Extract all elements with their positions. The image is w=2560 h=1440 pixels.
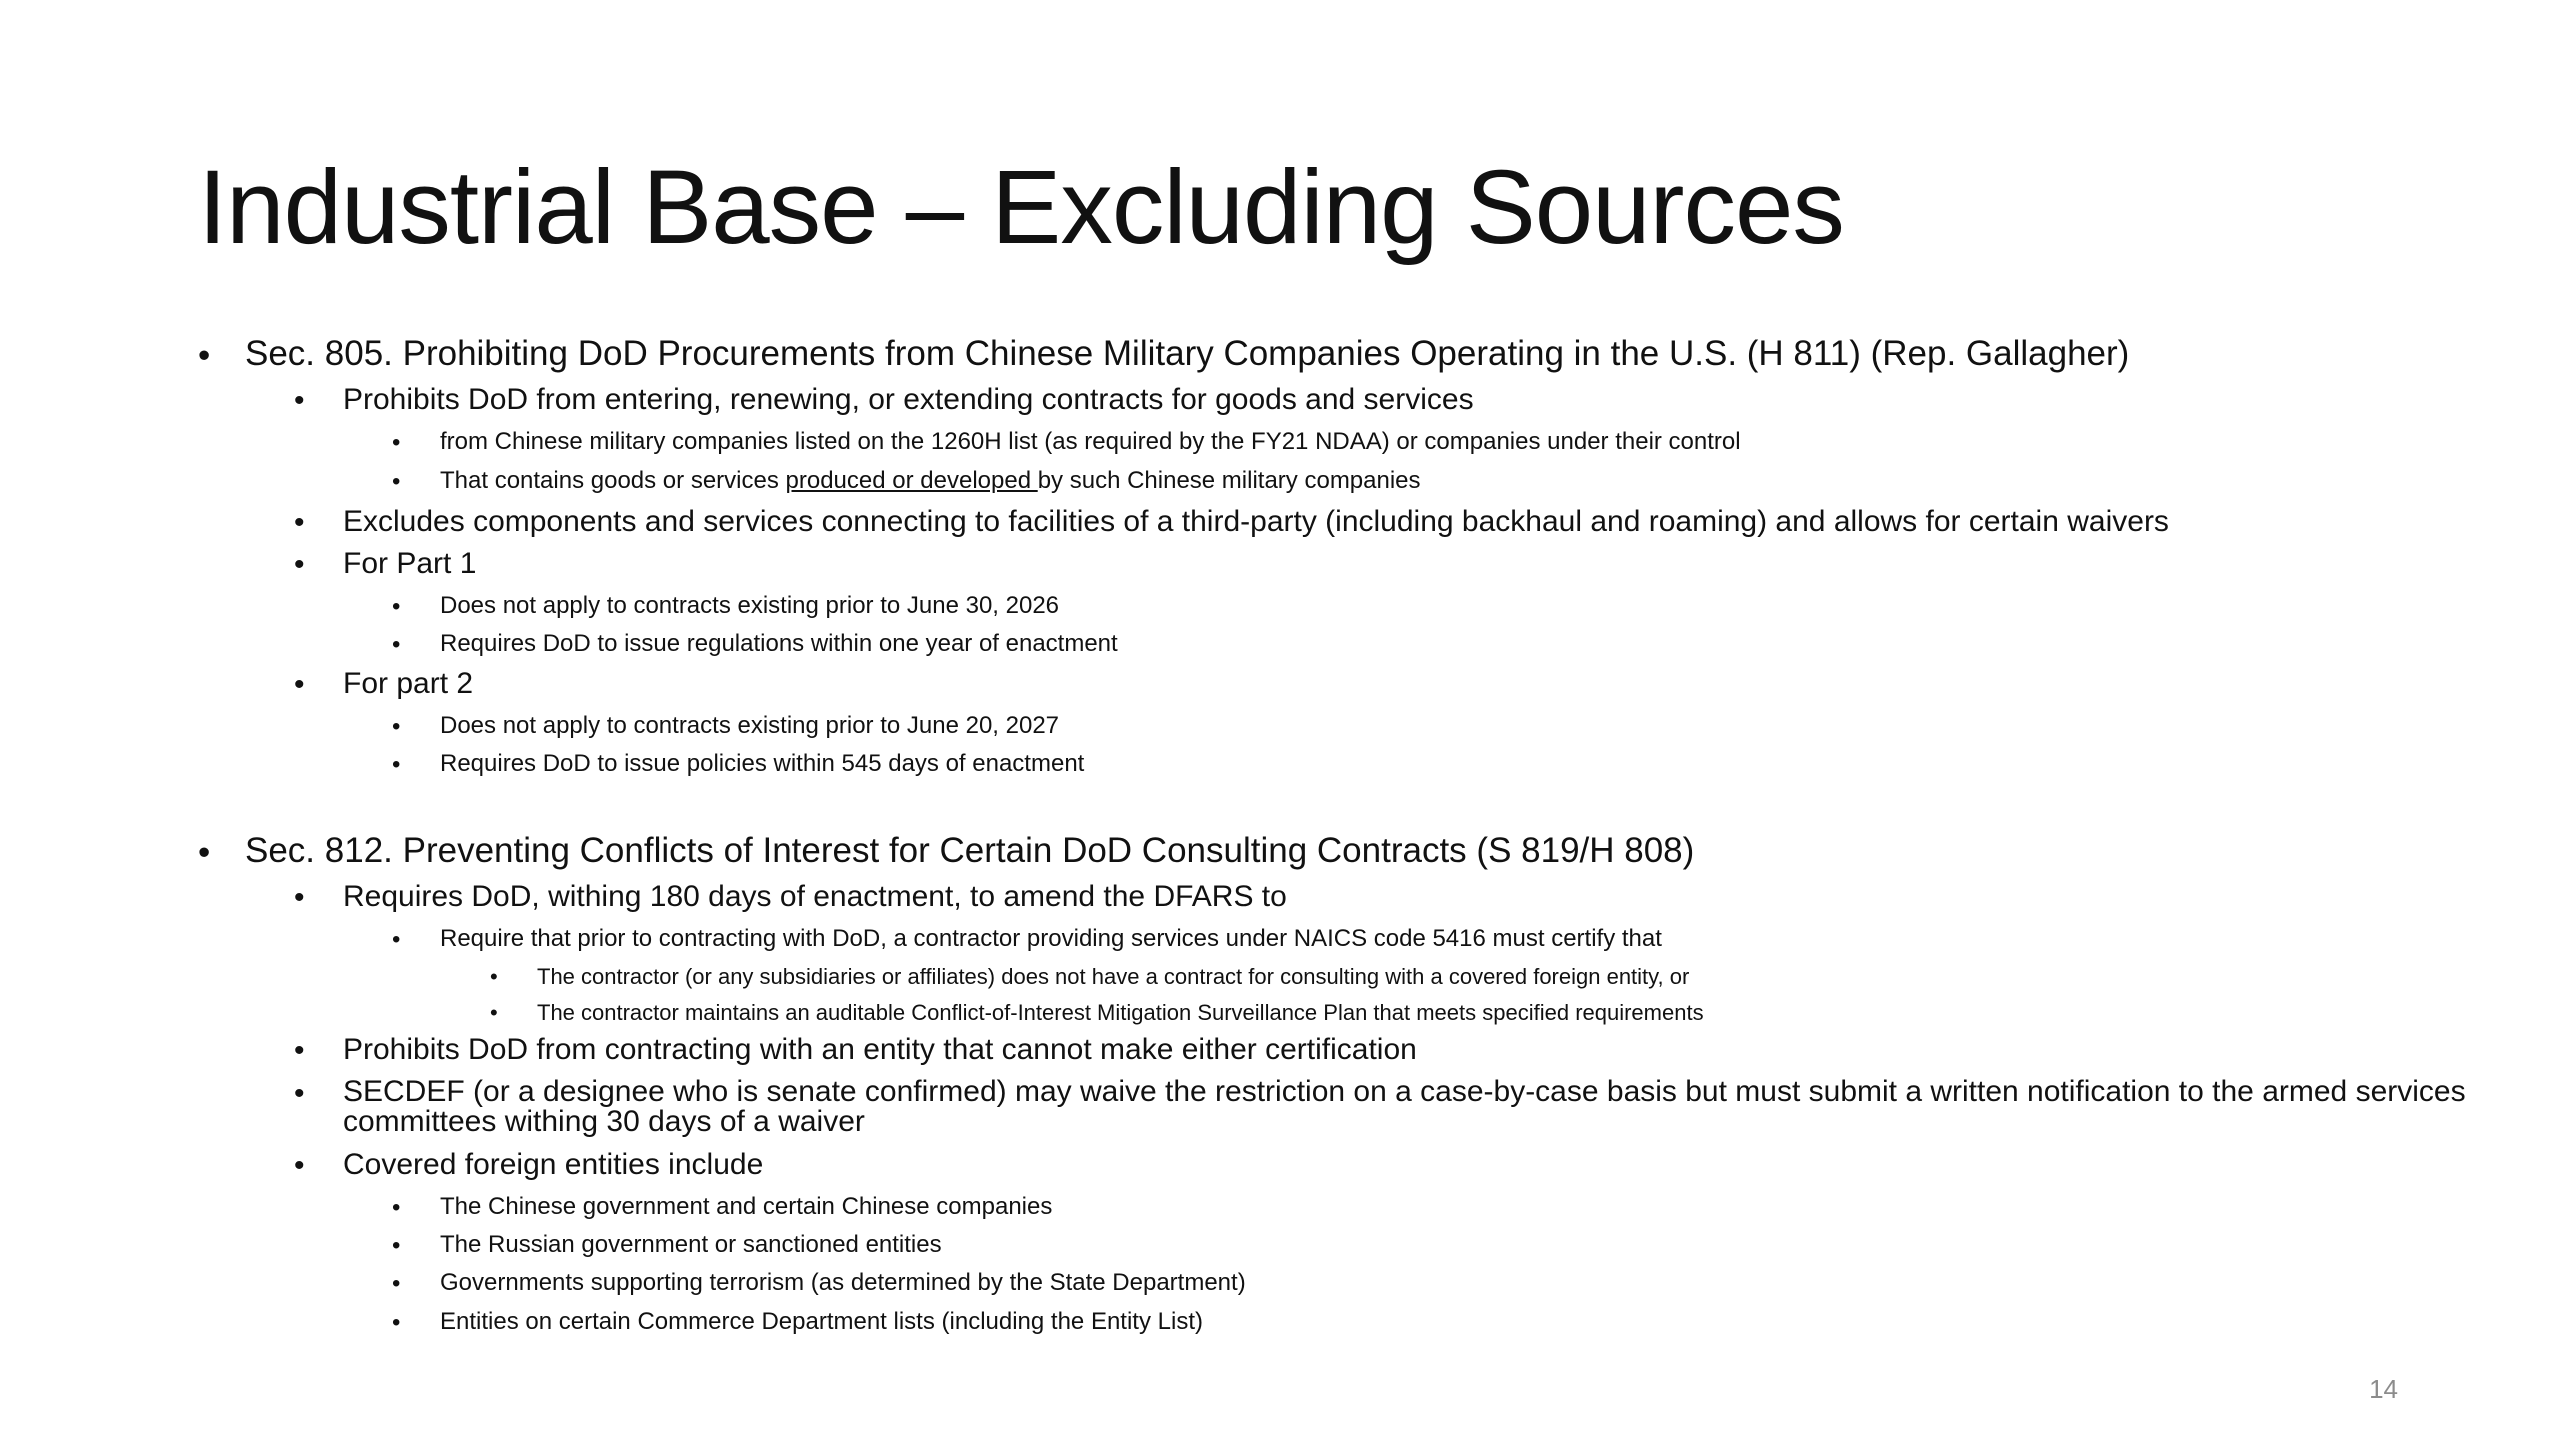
sec805-prohibits: Prohibits DoD from entering, renewing, or extending contracts for goods and services (343, 383, 1474, 416)
bullet-icon: • (294, 384, 305, 417)
bullet-icon: • (198, 336, 211, 375)
bullet-icon: • (392, 1194, 401, 1221)
sec812-requires: Requires DoD, withing 180 days of enactment, to amend the DFARS to (343, 880, 1287, 913)
bullet-icon: • (392, 1270, 401, 1297)
sec805-part1-b: Requires DoD to issue regulations within one year of enactment (440, 630, 1118, 657)
sec805-sub2-underlined: produced or developed (785, 467, 1038, 494)
sec812-entity-2: The Russian government or sanctioned entities (440, 1231, 942, 1258)
sec805-sub2 (440, 467, 1421, 495)
bullet-icon: • (294, 1149, 305, 1182)
sec805-excludes: Excludes components and services connecting to facilities of a third-party (including backhaul and roaming) and allows for certain waivers (343, 505, 2169, 538)
bullet-icon: • (392, 631, 401, 658)
bullet-icon: • (490, 964, 498, 989)
bullet-icon: • (392, 1309, 401, 1336)
bullet-icon: • (392, 468, 401, 495)
bullet-icon: • (294, 506, 305, 539)
bullet-icon: • (294, 548, 305, 581)
sec812-heading: Sec. 812. Preventing Conflicts of Interest for Certain DoD Consulting Contracts (S 819/H 808) (245, 831, 1695, 870)
sec812-require-that: Require that prior to contracting with DoD, a contractor providing services under NAICS code 5416 must certify that (440, 925, 1662, 952)
sec805-part2-b: Requires DoD to issue policies within 545 days of enactment (440, 750, 1085, 777)
sec805-part1: For Part 1 (343, 547, 477, 580)
sec812-covered: Covered foreign entities include (343, 1148, 764, 1181)
sec805-part2: For part 2 (343, 667, 474, 700)
sec805-sub2-pre: That contains goods or services (440, 467, 786, 494)
sec805-part2-a: Does not apply to contracts existing prior to June 20, 2027 (440, 712, 1060, 739)
sec805-sub2-post: by such Chinese military companies (1037, 467, 1421, 494)
sec805-heading: Sec. 805. Prohibiting DoD Procurements from Chinese Military Companies Operating in the U.S. (H 811) (Rep. Gallagher) (245, 334, 2130, 373)
sec812-prohibits: Prohibits DoD from contracting with an entity that cannot make either certification (343, 1033, 1417, 1066)
sec812-cert1: The contractor (or any subsidiaries or affiliates) does not have a contract for consulting with a covered foreign entity, or (537, 964, 1690, 989)
bullet-icon: • (392, 713, 401, 740)
bullet-icon: • (490, 1000, 498, 1025)
bullet-icon: • (294, 1077, 305, 1110)
bullet-icon: • (392, 429, 401, 456)
bullet-icon: • (294, 881, 305, 914)
sec805-part1-a: Does not apply to contracts existing prior to June 30, 2026 (440, 592, 1060, 619)
bullet-icon: • (392, 593, 401, 620)
sec812-entity-1: The Chinese government and certain Chinese companies (440, 1193, 1053, 1220)
sec812-entity-3: Governments supporting terrorism (as determined by the State Department) (440, 1269, 1246, 1296)
sec812-cert2: The contractor maintains an auditable Conflict-of-Interest Mitigation Surveillance Plan that meets specified requirements (537, 1000, 1704, 1025)
page-number: 14 (2369, 1374, 2398, 1404)
slide-title: Industrial Base – Excluding Sources (198, 149, 1844, 266)
sec812-secdef: SECDEF (or a designee who is senate confirmed) may waive the restriction on a case-by-case basis but must submit a written notification to the armed services committees withing 30 days of a waiver (343, 1075, 2466, 1138)
sec805-sub1: from Chinese military companies listed on the 1260H list (as required by the FY21 NDAA) or companies under their control (440, 428, 1741, 455)
bullet-icon: • (392, 926, 401, 953)
bullet-icon: • (392, 751, 401, 778)
bullet-icon: • (294, 668, 305, 701)
bullet-icon: • (392, 1232, 401, 1259)
sec812-entity-4: Entities on certain Commerce Department lists (including the Entity List) (440, 1308, 1203, 1335)
bullet-icon: • (198, 833, 211, 872)
bullet-icon: • (294, 1034, 305, 1067)
